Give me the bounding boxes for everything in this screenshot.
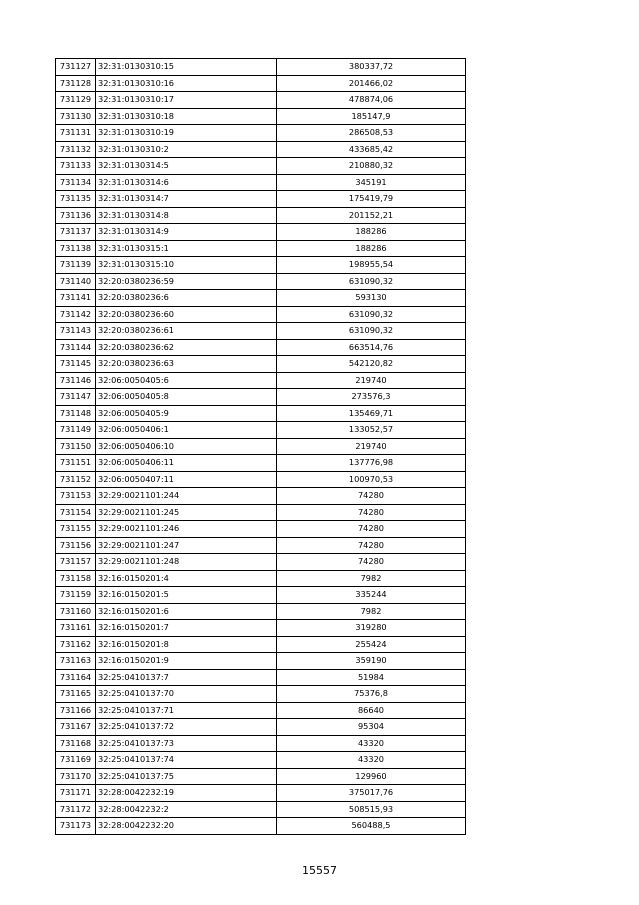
cadastral-number: 32:16:0150201:9	[96, 653, 277, 670]
table-row	[56, 224, 466, 241]
table-row	[56, 422, 466, 439]
cadastral-number: 32:29:0021101:244	[96, 488, 277, 505]
cadastral-number: 32:31:0130310:15	[96, 59, 277, 76]
row-number: 731147	[56, 389, 96, 406]
row-number: 731158	[56, 570, 96, 587]
row-number: 731148	[56, 405, 96, 422]
cadastral-value: 133052,57	[277, 422, 466, 439]
cadastral-value: 478874,06	[277, 92, 466, 109]
table-row	[56, 587, 466, 604]
cadastral-number: 32:16:0150201:5	[96, 587, 277, 604]
row-number: 731165	[56, 686, 96, 703]
table-row	[56, 620, 466, 637]
row-number: 731131	[56, 125, 96, 142]
row-number: 731150	[56, 438, 96, 455]
row-number: 731143	[56, 323, 96, 340]
row-number: 731172	[56, 801, 96, 818]
cadastral-value: 43320	[277, 735, 466, 752]
row-number: 731127	[56, 59, 96, 76]
row-number: 731144	[56, 339, 96, 356]
table-row	[56, 356, 466, 373]
cadastral-value: 7982	[277, 570, 466, 587]
table-row	[56, 240, 466, 257]
cadastral-value: 175419,79	[277, 191, 466, 208]
row-number: 731134	[56, 174, 96, 191]
table-row	[56, 603, 466, 620]
row-number: 731170	[56, 768, 96, 785]
table-row	[56, 752, 466, 769]
cadastral-number: 32:31:0130314:9	[96, 224, 277, 241]
cadastral-number: 32:25:0410137:71	[96, 702, 277, 719]
row-number: 731132	[56, 141, 96, 158]
table-row	[56, 92, 466, 109]
row-number: 731167	[56, 719, 96, 736]
cadastral-number: 32:06:0050405:6	[96, 372, 277, 389]
cadastral-number: 32:16:0150201:8	[96, 636, 277, 653]
row-number: 731153	[56, 488, 96, 505]
cadastral-value: 663514,76	[277, 339, 466, 356]
cadastral-value: 201152,21	[277, 207, 466, 224]
table-row	[56, 257, 466, 274]
row-number: 731166	[56, 702, 96, 719]
cadastral-value: 219740	[277, 372, 466, 389]
cadastral-value: 273576,3	[277, 389, 466, 406]
table-row	[56, 471, 466, 488]
cadastral-value: 433685,42	[277, 141, 466, 158]
table-row	[56, 537, 466, 554]
table-row	[56, 504, 466, 521]
table-row	[56, 323, 466, 340]
cadastral-number: 32:06:0050406:1	[96, 422, 277, 439]
cadastral-value: 75376,8	[277, 686, 466, 703]
cadastral-number: 32:29:0021101:248	[96, 554, 277, 571]
row-number: 731154	[56, 504, 96, 521]
table-row	[56, 174, 466, 191]
cadastral-number: 32:25:0410137:73	[96, 735, 277, 752]
table-row	[56, 191, 466, 208]
cadastral-value: 188286	[277, 224, 466, 241]
cadastral-number: 32:31:0130310:17	[96, 92, 277, 109]
cadastral-number: 32:31:0130314:7	[96, 191, 277, 208]
cadastral-number: 32:31:0130314:8	[96, 207, 277, 224]
cadastral-number: 32:31:0130310:19	[96, 125, 277, 142]
cadastral-value: 188286	[277, 240, 466, 257]
table-row	[56, 273, 466, 290]
cadastral-value: 95304	[277, 719, 466, 736]
cadastral-number: 32:20:0380236:61	[96, 323, 277, 340]
row-number: 731138	[56, 240, 96, 257]
cadastral-number: 32:31:0130310:2	[96, 141, 277, 158]
cadastral-number: 32:06:0050405:9	[96, 405, 277, 422]
row-number: 731156	[56, 537, 96, 554]
cadastral-value: 380337,72	[277, 59, 466, 76]
row-number: 731155	[56, 521, 96, 538]
cadastral-value: 375017,76	[277, 785, 466, 802]
row-number: 731133	[56, 158, 96, 175]
cadastral-value: 542120,82	[277, 356, 466, 373]
cadastral-value: 631090,32	[277, 323, 466, 340]
cadastral-number: 32:16:0150201:6	[96, 603, 277, 620]
cadastral-number: 32:31:0130315:1	[96, 240, 277, 257]
cadastral-number: 32:16:0150201:7	[96, 620, 277, 637]
row-number: 731137	[56, 224, 96, 241]
row-number: 731152	[56, 471, 96, 488]
row-number: 731171	[56, 785, 96, 802]
cadastral-value: 43320	[277, 752, 466, 769]
table-row	[56, 719, 466, 736]
cadastral-value: 201466,02	[277, 75, 466, 92]
cadastral-value: 198955,54	[277, 257, 466, 274]
cadastral-number: 32:28:0042232:20	[96, 818, 277, 835]
cadastral-value: 359190	[277, 653, 466, 670]
cadastral-value: 631090,32	[277, 306, 466, 323]
row-number: 731128	[56, 75, 96, 92]
table-row	[56, 207, 466, 224]
cadastral-value: 74280	[277, 488, 466, 505]
table-row	[56, 686, 466, 703]
cadastral-value: 74280	[277, 537, 466, 554]
cadastral-value: 51984	[277, 669, 466, 686]
row-number: 731130	[56, 108, 96, 125]
table-row	[56, 801, 466, 818]
cadastral-value: 185147,9	[277, 108, 466, 125]
cadastral-number: 32:25:0410137:75	[96, 768, 277, 785]
cadastral-number: 32:06:0050406:10	[96, 438, 277, 455]
row-number: 731129	[56, 92, 96, 109]
cadastral-value: 129960	[277, 768, 466, 785]
table-row	[56, 59, 466, 76]
cadastral-number: 32:28:0042232:2	[96, 801, 277, 818]
cadastral-number: 32:06:0050406:11	[96, 455, 277, 472]
cadastral-number: 32:25:0410137:70	[96, 686, 277, 703]
table-row	[56, 455, 466, 472]
table-row	[56, 405, 466, 422]
table-row	[56, 785, 466, 802]
row-number: 731157	[56, 554, 96, 571]
cadastral-number: 32:29:0021101:247	[96, 537, 277, 554]
table-row	[56, 75, 466, 92]
cadastral-value: 286508,53	[277, 125, 466, 142]
cadastral-value: 7982	[277, 603, 466, 620]
cadastral-number: 32:31:0130314:5	[96, 158, 277, 175]
cadastral-value: 74280	[277, 504, 466, 521]
table-row	[56, 108, 466, 125]
table-row	[56, 570, 466, 587]
cadastral-number: 32:25:0410137:72	[96, 719, 277, 736]
table-row	[56, 125, 466, 142]
cadastral-number: 32:25:0410137:7	[96, 669, 277, 686]
table-row	[56, 306, 466, 323]
table-row	[56, 158, 466, 175]
table-row	[56, 554, 466, 571]
row-number: 731140	[56, 273, 96, 290]
row-number: 731168	[56, 735, 96, 752]
cadastral-value: 335244	[277, 587, 466, 604]
cadastral-value: 74280	[277, 554, 466, 571]
row-number: 731151	[56, 455, 96, 472]
table-row	[56, 290, 466, 307]
row-number: 731142	[56, 306, 96, 323]
cadastral-value: 100970,53	[277, 471, 466, 488]
row-number: 731161	[56, 620, 96, 637]
table-row	[56, 735, 466, 752]
row-number: 731141	[56, 290, 96, 307]
cadastral-number: 32:20:0380236:6	[96, 290, 277, 307]
table-row	[56, 636, 466, 653]
row-number: 731162	[56, 636, 96, 653]
row-number: 731159	[56, 587, 96, 604]
cadastral-value: 255424	[277, 636, 466, 653]
cadastral-value: 345191	[277, 174, 466, 191]
table-row	[56, 339, 466, 356]
table-row	[56, 438, 466, 455]
cadastral-value: 219740	[277, 438, 466, 455]
cadastral-number: 32:20:0380236:63	[96, 356, 277, 373]
table-row	[56, 669, 466, 686]
row-number: 731136	[56, 207, 96, 224]
row-number: 731135	[56, 191, 96, 208]
row-number: 731160	[56, 603, 96, 620]
table-row	[56, 141, 466, 158]
cadastral-number: 32:31:0130310:18	[96, 108, 277, 125]
row-number: 731149	[56, 422, 96, 439]
row-number: 731164	[56, 669, 96, 686]
cadastral-value: 593130	[277, 290, 466, 307]
cadastral-value: 319280	[277, 620, 466, 637]
table-body	[56, 59, 466, 835]
cadastral-number: 32:16:0150201:4	[96, 570, 277, 587]
table-row	[56, 372, 466, 389]
cadastral-number: 32:31:0130310:16	[96, 75, 277, 92]
table-row	[56, 768, 466, 785]
cadastral-number: 32:06:0050405:8	[96, 389, 277, 406]
cadastral-number: 32:28:0042232:19	[96, 785, 277, 802]
cadastral-number: 32:31:0130315:10	[96, 257, 277, 274]
cadastral-value: 74280	[277, 521, 466, 538]
row-number: 731145	[56, 356, 96, 373]
cadastral-number: 32:20:0380236:59	[96, 273, 277, 290]
cadastral-number: 32:31:0130314:6	[96, 174, 277, 191]
row-number: 731146	[56, 372, 96, 389]
cadastral-number: 32:06:0050407:11	[96, 471, 277, 488]
cadastre-table	[55, 58, 466, 835]
row-number: 731173	[56, 818, 96, 835]
cadastral-value: 560488,5	[277, 818, 466, 835]
cadastral-value: 86640	[277, 702, 466, 719]
table-row	[56, 389, 466, 406]
cadastral-number: 32:29:0021101:246	[96, 521, 277, 538]
cadastral-value: 631090,32	[277, 273, 466, 290]
table-row	[56, 702, 466, 719]
cadastral-value: 210880,32	[277, 158, 466, 175]
cadastral-number: 32:20:0380236:62	[96, 339, 277, 356]
page-number: 15557	[302, 864, 337, 877]
table-row	[56, 818, 466, 835]
cadastral-number: 32:29:0021101:245	[96, 504, 277, 521]
cadastral-number: 32:25:0410137:74	[96, 752, 277, 769]
cadastral-value: 135469,71	[277, 405, 466, 422]
row-number: 731163	[56, 653, 96, 670]
row-number: 731169	[56, 752, 96, 769]
table-row	[56, 488, 466, 505]
table-row	[56, 653, 466, 670]
row-number: 731139	[56, 257, 96, 274]
cadastral-value: 508515,93	[277, 801, 466, 818]
cadastral-value: 137776,98	[277, 455, 466, 472]
cadastral-number: 32:20:0380236:60	[96, 306, 277, 323]
table-row	[56, 521, 466, 538]
